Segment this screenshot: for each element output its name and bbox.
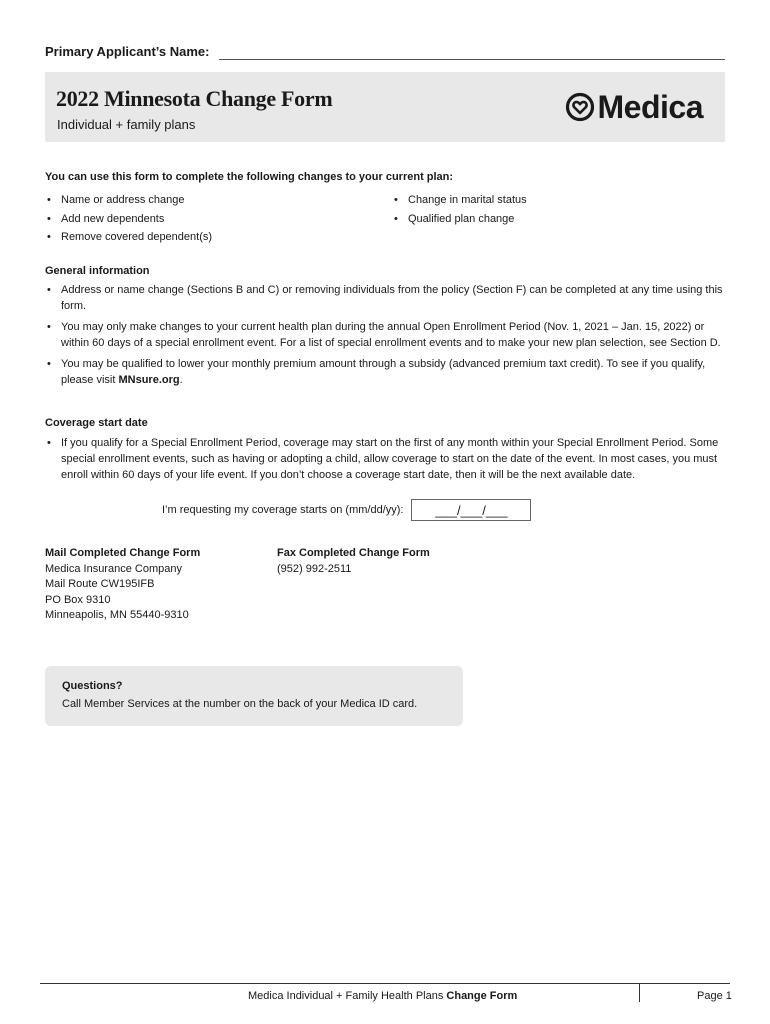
footer-bold: Change Form [446,990,518,1002]
footer-divider [639,983,640,1002]
general-heading: General information [45,265,150,277]
mnsure-link[interactable]: MNsure.org [118,374,180,386]
questions-text: Call Member Services at the number on the back of your Medica ID card. [62,698,418,710]
medica-logo [565,90,703,124]
applicant-name-label: Primary Applicant’s Name: [45,44,210,59]
intro-text: You can use this form to complete the following changes to your current plan: [45,171,454,183]
list-item: • Qualified plan change [392,211,692,227]
footer-title [248,990,517,1002]
list-item: • You may only make changes to your current health plan during the annual Open Enrollment Period (Nov. 1, 2021 – Jan. 15, 2022) or within 60 days of a special enrollment event. For a list of special enrollment events and to make your new plan selection, see Section D. [45,319,731,351]
heart-in-circle-icon [565,92,595,122]
general-list [45,282,731,393]
mail-line: Mail Route CW195IFB [45,578,155,590]
footer-rule [40,983,730,984]
list-item [45,356,731,388]
questions-box [45,666,463,726]
list-item-text: You may be qualified to lower your monthly premium amount through a subsidy (advanced premium taxt credit). To see if you qualify, please visit [61,358,706,386]
coverage-date-input[interactable]: ___/___/___ [411,499,531,521]
footer-text: Medica Individual + Family Health Plans [248,990,447,1002]
mail-line: PO Box 9310 [45,593,111,606]
list-item: • Add new dependents [45,211,365,227]
fax-heading: Fax Completed Change Form [277,547,430,559]
coverage-list [45,435,721,486]
list-item: • If you qualify for a Special Enrollment Period, coverage may start on the first of any month within your Special Enrollment Period. Some special enrollment events, such as having or adopting a child, allow coverage to start on the date of the event. In most cases, you must enroll within 60 days of your life event. If you don’t choose a coverage start date, then it will be the next available date. [45,435,721,483]
list-item: • Remove covered dependent(s) [45,229,365,245]
form-header [45,72,725,142]
mail-line: Minneapolis, MN 55440-9310 [45,609,189,621]
form-subtitle: Individual + family plans [57,117,196,132]
fax-number: (952) 992-2511 [277,562,352,575]
coverage-date-row [162,498,531,522]
applicant-name-field[interactable] [219,59,725,60]
list-item: • Change in marital status [392,192,692,208]
logo-text: Medica [597,88,703,125]
form-title: 2022 Minnesota Change Form [56,86,333,111]
fax-section [277,546,497,577]
change-list-left [45,192,365,248]
coverage-date-label: I’m requesting my coverage starts on (mm/dd/yy): [162,504,404,516]
list-item-end: . [179,374,183,386]
list-item: • Name or address change [45,192,365,208]
coverage-heading: Coverage start date [45,417,148,429]
questions-title: Questions? [62,680,123,692]
mail-heading: Mail Completed Change Form [45,547,201,559]
mail-section [45,546,265,624]
applicant-name-row [45,44,725,64]
page-number: Page 1 [697,990,732,1002]
mail-line: Medica Insurance Company [45,562,182,575]
list-item: • Address or name change (Sections B and C) or removing individuals from the policy (Section F) can be completed at any time using this form. [45,282,731,314]
change-list-right [392,192,692,229]
